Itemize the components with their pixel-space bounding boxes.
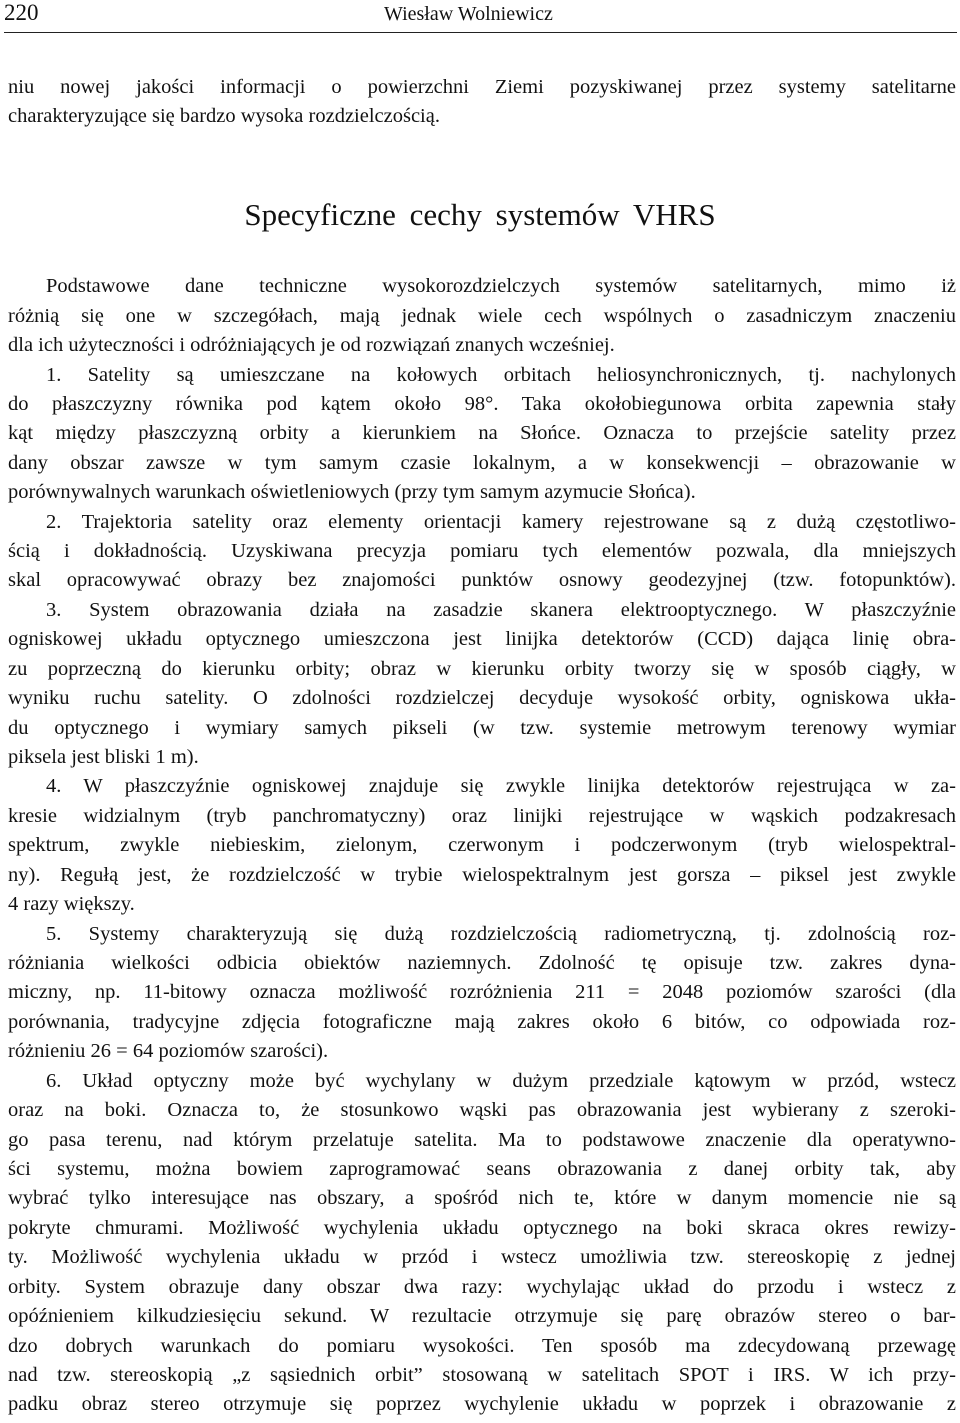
- text-line: Podstawowe dane techniczne wysokorozdzielczych systemów satelitarnych, mimo iż: [46, 275, 956, 297]
- running-head: Wiesław Wolniewicz: [384, 3, 553, 25]
- header-rule: [4, 32, 957, 33]
- text-line: pokryte chmurami. Możliwość wychylenia układu optycznego na boki skraca okres rewizy-: [8, 1217, 956, 1239]
- text-line: do płaszczyzny równika pod kątem około 98°. Taka okołobiegunowa orbita zapewnia stały: [8, 393, 956, 415]
- text-line: spektrum, zwykle niebieskim, zielonym, czerwonym i podczerwonym (tryb wielospektral-: [8, 834, 956, 856]
- text-line: orbity. System obrazuje dany obszar dwa razy: wychylając układ do przodu i wstecz z: [8, 1276, 956, 1298]
- text-line: 6. Układ optyczny może być wychylany w dużym przedziale kątowym w przód, wstecz: [46, 1070, 956, 1092]
- text-line: padku obraz stereo otrzymuje się poprzez wychylenie układu w poprzek i obrazowanie z: [8, 1393, 956, 1415]
- text-line: opóźnieniem kilkudziesięciu sekund. W rezultacie otrzymuje się parę obrazów stereo o bar-: [8, 1305, 956, 1327]
- text-line: du optycznego i wymiary samych pikseli (w tzw. systemie metrowym terenowy wymiar: [8, 717, 956, 739]
- text-line: dzo dobrych warunkach do pomiaru wysokości. Ten sposób ma zdecydowaną przewagę: [8, 1335, 956, 1357]
- text-line: piksela jest bliski 1 m).: [8, 746, 199, 768]
- text-line: ścią i dokładnością. Uzyskiwana precyzja pomiaru tych elementów pozwala, dla mniejszych: [8, 540, 956, 562]
- text-line: 5. Systemy charakteryzują się dużą rozdzielczością radiometryczną, tj. zdolnością roz-: [46, 923, 956, 945]
- text-line: dany obszar zawsze w tym samym czasie lokalnym, a w konsekwencji – obrazowanie w: [8, 452, 956, 474]
- text-line: wyniku ruchu satelity. O zdolności rozdzielczej decyduje wysokość orbity, ogniskowa ukła-: [8, 687, 956, 709]
- text-line: kresie widzialnym (tryb panchromatyczny) oraz linijki rejestrujące w wąskich podzakresach: [8, 805, 956, 827]
- text-line: 4 razy większy.: [8, 893, 135, 915]
- text-line: ny). Regułą jest, że rozdzielczość w trybie wielospektralnym jest gorsza – piksel jest zwykle: [8, 864, 956, 886]
- text-line: nad tzw. stereoskopią „z sąsiednich orbit” stosowaną w satelitach SPOT i IRS. W ich przy-: [8, 1364, 956, 1386]
- text-line: ty. Możliwość wychylenia układu w przód i wstecz umożliwia tzw. stereoskopię z jednej: [8, 1246, 956, 1268]
- text-line: różnieniu 26 = 64 poziomów szarości).: [8, 1040, 329, 1062]
- section-title: Specyficzne cechy systemów VHRS: [244, 197, 716, 232]
- text-line: miczny, np. 11-bitowy oznacza możliwość rozróżnienia 211 = 2048 poziomów szarości (dla: [8, 981, 956, 1003]
- text-line: oraz na boki. Oznacza to, że stosunkowo wąski pas obrazowania jest wybierany z szeroki-: [8, 1099, 956, 1121]
- text-line: ogniskowej układu optycznego umieszczona jest linijka detektorów (CCD) dająca linię obra-: [8, 628, 956, 650]
- text-line: ści systemu, można bowiem zaprogramować seans obrazowania z danej orbity tak, aby: [8, 1158, 956, 1180]
- text-line: dla ich użyteczności i odróżniających je od rozwiązań znanych wcześniej.: [8, 334, 615, 356]
- text-line: charakteryzujące się bardzo wysoka rozdzielczością.: [8, 105, 440, 127]
- text-line: 3. System obrazowania działa na zasadzie skanera elektrooptycznego. W płaszczyźnie: [46, 599, 956, 621]
- text-line: porównywalnych warunkach oświetleniowych (przy tym samym azymucie Słońca).: [8, 481, 696, 503]
- text-line: kąt między płaszczyzną orbity a kierunkiem na Słońce. Oznacza to przejście satelity przez: [8, 422, 956, 444]
- page-number: 220: [4, 0, 39, 25]
- text-line: zu poprzeczną do kierunku orbity; obraz w kierunku orbity tworzy się w sposób ciągły, w: [8, 658, 956, 680]
- text-line: niu nowej jakości informacji o powierzchni Ziemi pozyskiwanej przez systemy satelitarne: [8, 76, 956, 98]
- text-line: różnią się one w szczegółach, mają jednak wiele cech wspólnych o zasadniczym znaczeniu: [8, 305, 956, 327]
- text-line: go pasa terenu, nad którym przelatuje satelita. Ma to podstawowe znaczenie dla operatywno-: [8, 1129, 956, 1151]
- text-line: 1. Satelity są umieszczane na kołowych orbitach heliosynchronicznych, tj. nachylonych: [46, 364, 956, 386]
- text-line: różniania wielkości odbicia obiektów naziemnych. Zdolność tę opisuje tzw. zakres dyna-: [8, 952, 956, 974]
- text-line: porównania, tradycyjne zdjęcia fotograficzne mają zakres około 6 bitów, co odpowiada roz-: [8, 1011, 956, 1033]
- text-line: 2. Trajektoria satelity oraz elementy orientacji kamery rejestrowane są z dużą częstotliwo-: [46, 511, 956, 533]
- text-line: wybrać tylko interesujące nas obszary, a spośród nich te, które w danym momencie nie są: [8, 1187, 956, 1209]
- page-header: [0, 0, 960, 34]
- text-line: 4. W płaszczyźnie ogniskowej znajduje się zwykle linijka detektorów rejestrująca w za-: [46, 775, 956, 797]
- text-line: skal opracowywać obrazy bez znajomości punktów osnowy geodezyjnej (tzw. fotopunktów).: [8, 569, 956, 591]
